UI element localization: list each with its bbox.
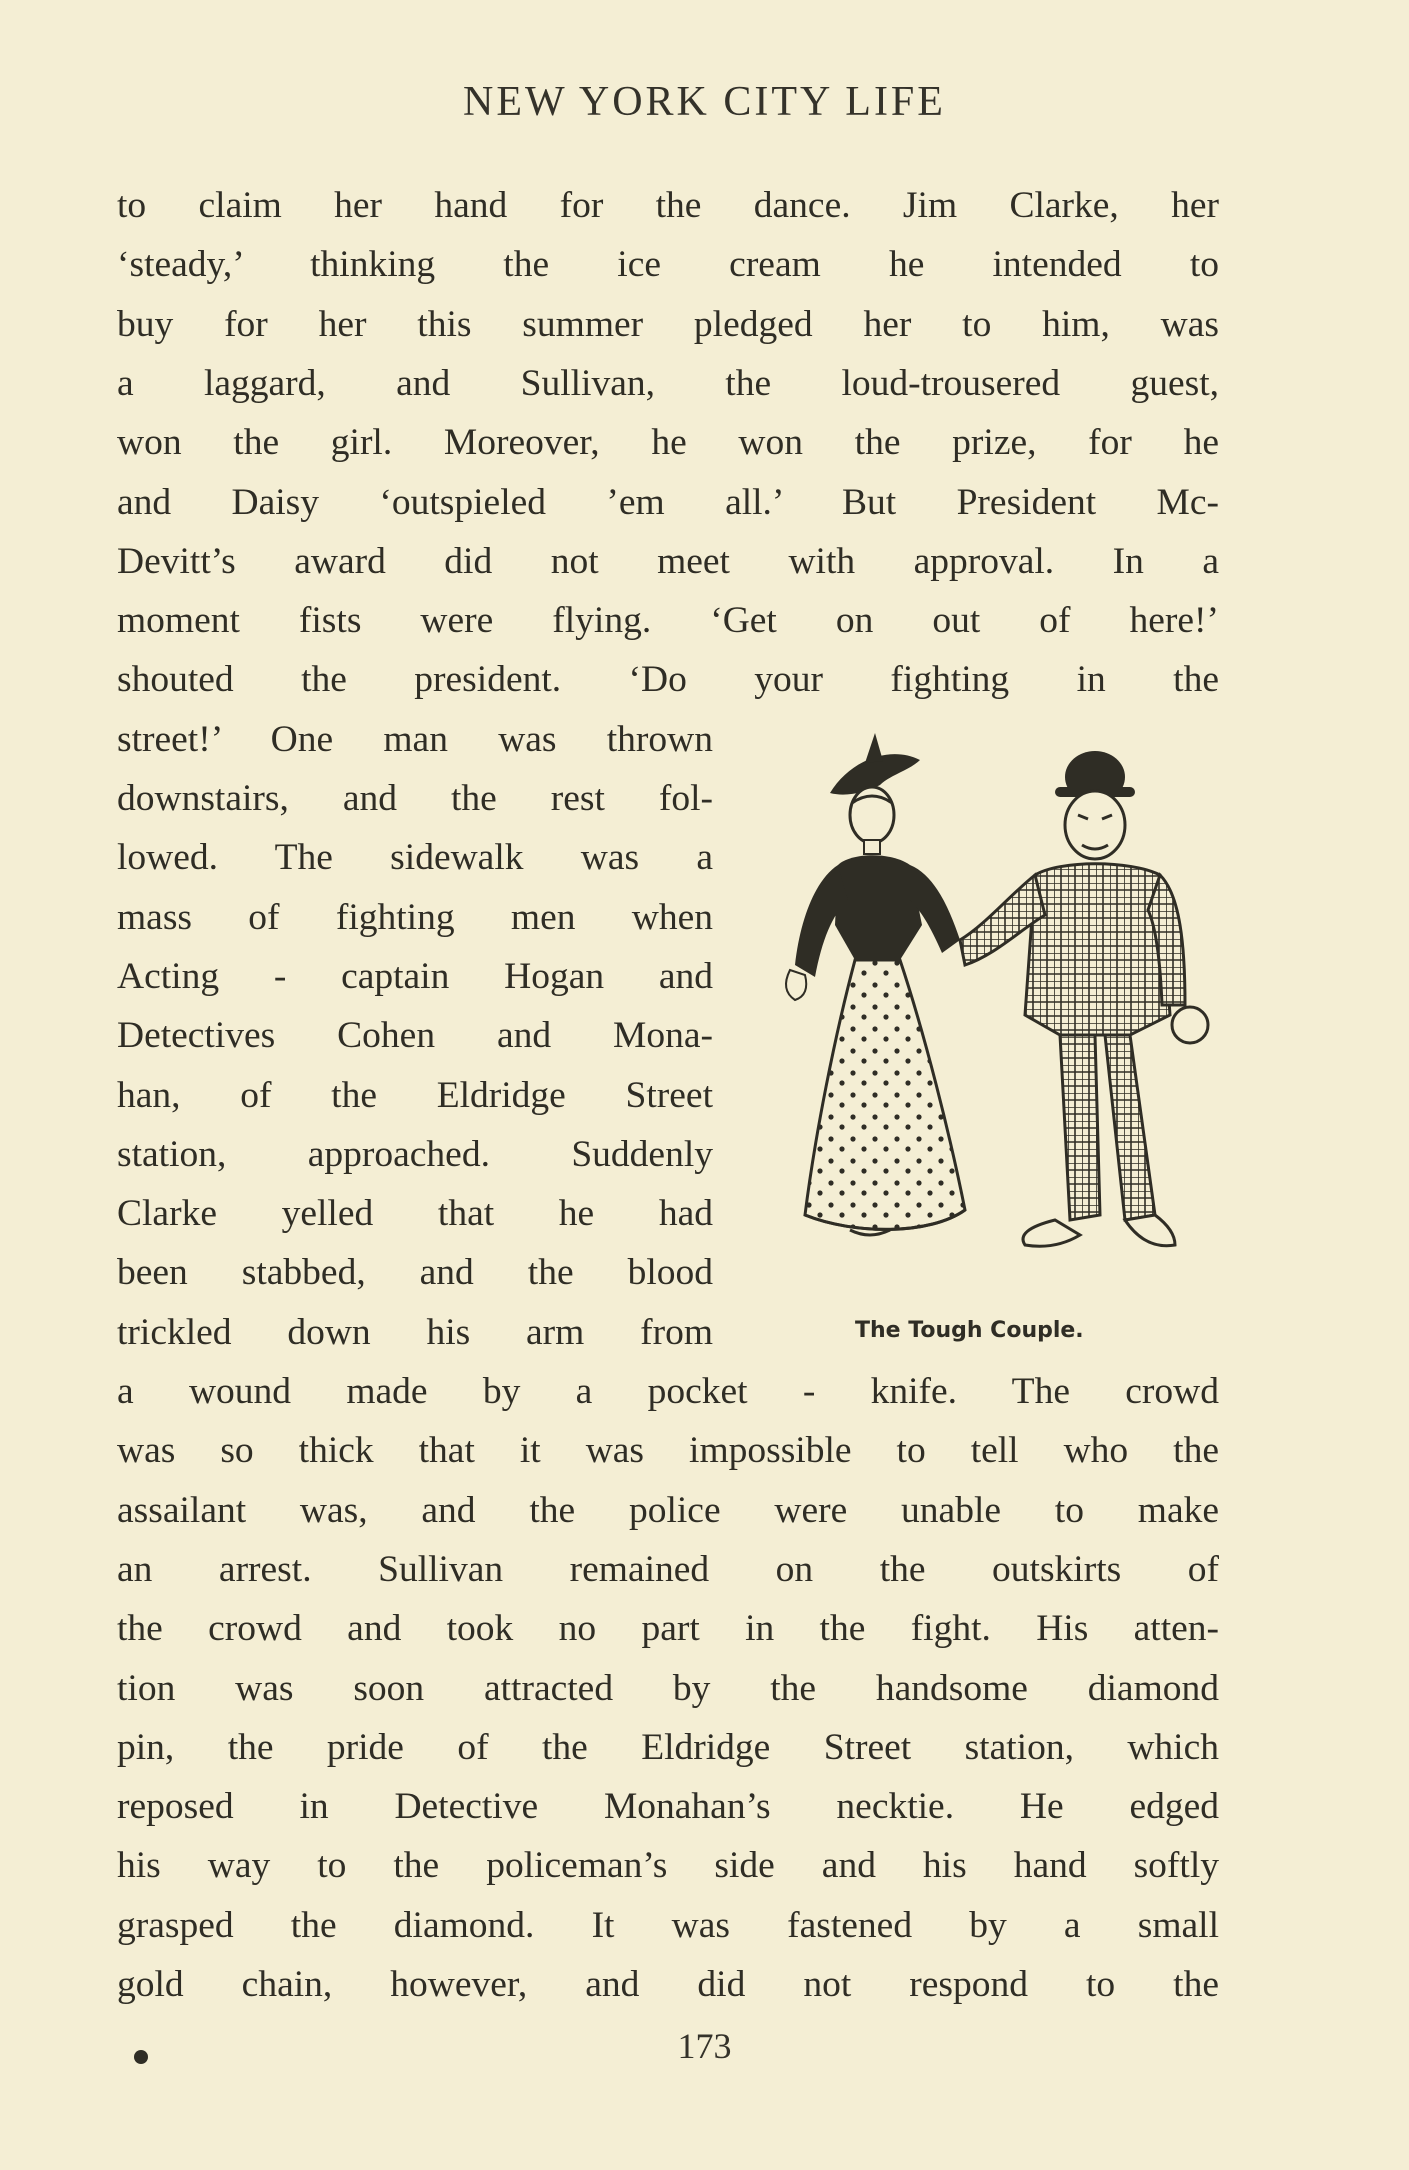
text-line: tion was soon attracted by the handsome diamond <box>117 1667 1219 1709</box>
text-line: an arrest. Sullivan remained on the outskirts of <box>117 1548 1219 1590</box>
text-line: station, approached. Suddenly <box>117 1133 713 1175</box>
text-line: Clarke yelled that he had <box>117 1193 713 1235</box>
text-line: moment fists were flying. ‘Get on out of here!’ <box>117 600 1219 642</box>
text-line: downstairs, and the rest fol- <box>117 778 713 819</box>
man-figure <box>960 751 1208 1246</box>
text-line: a wound made by a pocket - knife. The crowd <box>117 1371 1219 1412</box>
page-number: 173 <box>677 2026 732 2066</box>
text-line: Detectives Cohen and Mona- <box>117 1015 713 1057</box>
woman-figure <box>786 733 965 1235</box>
text-line: buy for her this summer pledged her to him, was <box>117 303 1219 345</box>
text-line: lowed. The sidewalk was a <box>117 837 713 879</box>
text-line: won the girl. Moreover, he won the prize, for he <box>117 422 1219 464</box>
text-line: assailant was, and the police were unable to make <box>117 1489 1219 1531</box>
text-line: trickled down his arm from <box>117 1311 713 1353</box>
text-line: his way to the policeman’s side and his hand softly <box>117 1845 1219 1887</box>
running-head: NEW YORK CITY LIFE <box>463 79 946 125</box>
text-line: was so thick that it was impossible to tell who the <box>117 1430 1219 1472</box>
tough-couple-illustration <box>760 715 1230 1325</box>
text-line: been stabbed, and the blood <box>117 1252 713 1294</box>
text-line: ‘steady,’ thinking the ice cream he intended to <box>117 244 1219 286</box>
text-line: and Daisy ‘outspieled ’em all.’ But President Mc- <box>117 481 1219 523</box>
text-line: mass of fighting men when <box>117 896 713 938</box>
text-line: grasped the diamond. It was fastened by a small <box>117 1904 1219 1946</box>
text-line: street!’ One man was thrown <box>117 718 713 760</box>
text-line: gold chain, however, and did not respond to the <box>117 1964 1219 2005</box>
text-line: Acting - captain Hogan and <box>117 955 713 997</box>
text-line: a laggard, and Sullivan, the loud-trousered guest, <box>117 362 1219 404</box>
text-line: pin, the pride of the Eldridge Street station, which <box>117 1726 1219 1768</box>
text-line: the crowd and took no part in the fight. His atten- <box>117 1608 1219 1650</box>
text-line: to claim her hand for the dance. Jim Clarke, her <box>117 185 1219 226</box>
text-line: Devitt’s award did not meet with approval. In a <box>117 540 1219 582</box>
text-line: reposed in Detective Monahan’s necktie. He edged <box>117 1786 1219 1828</box>
figure-caption: The Tough Couple. <box>855 1318 1084 1343</box>
text-line: han, of the Eldridge Street <box>117 1074 713 1116</box>
text-line: shouted the president. ‘Do your fighting in the <box>117 659 1219 701</box>
